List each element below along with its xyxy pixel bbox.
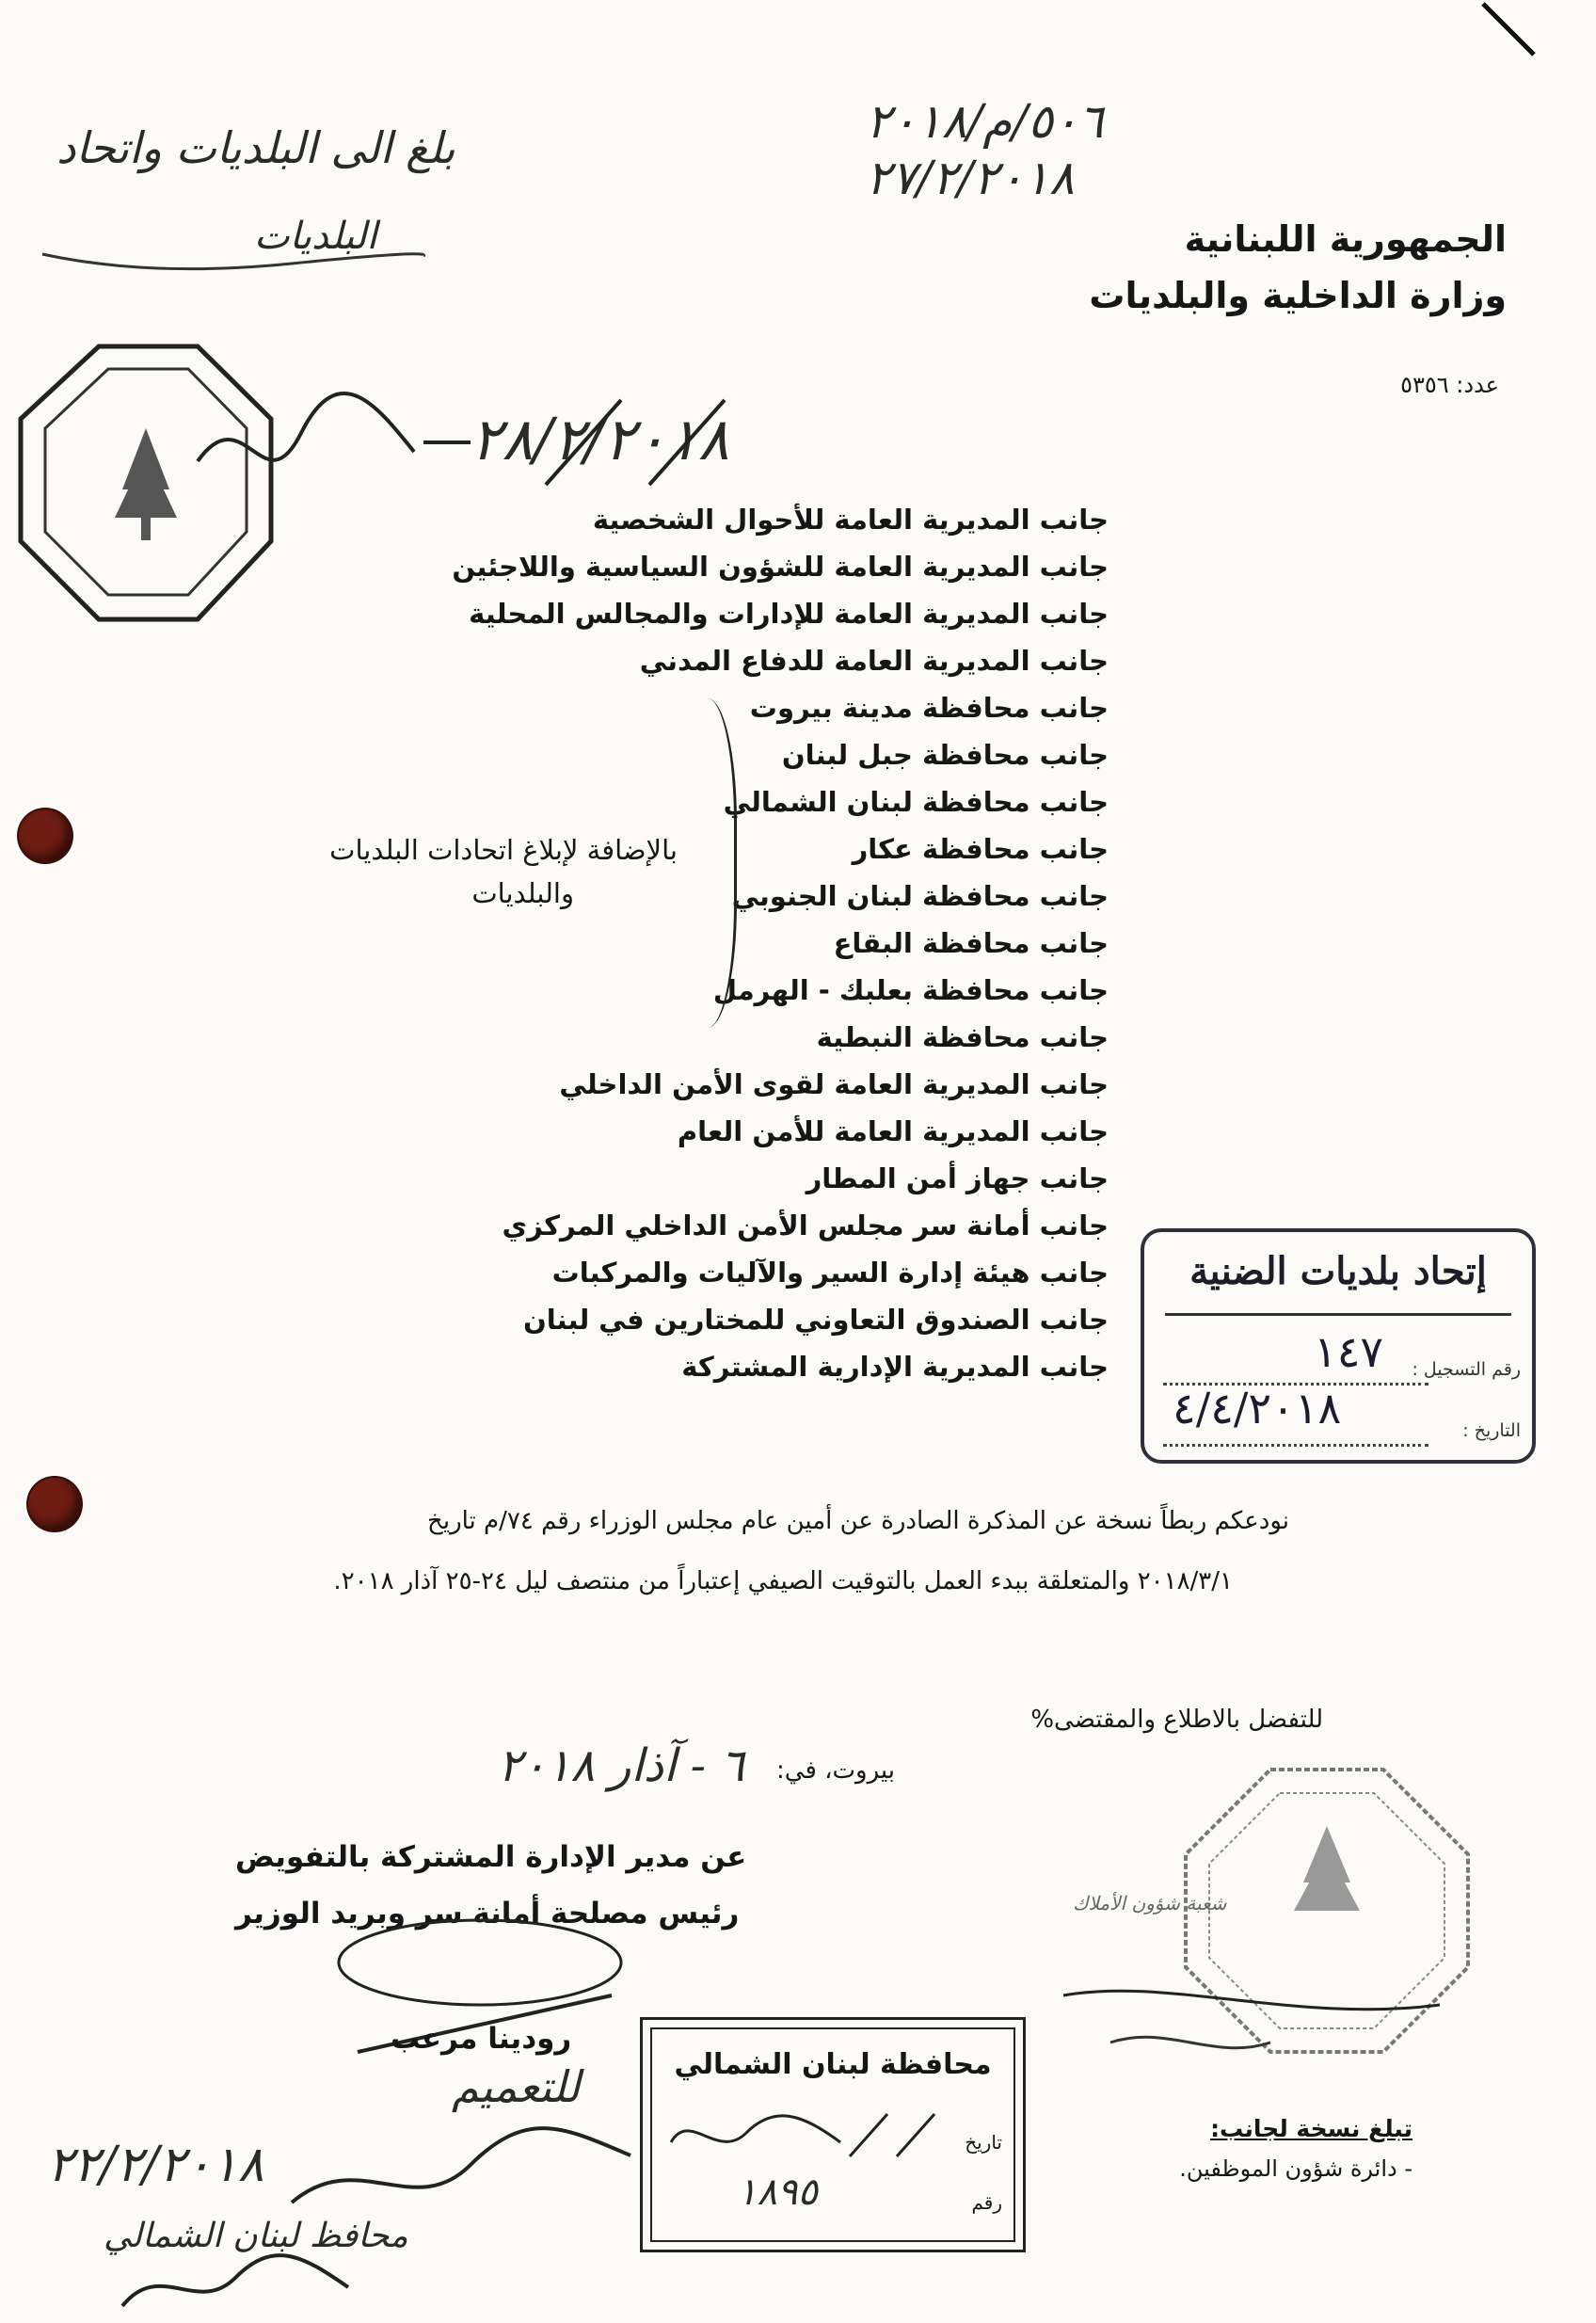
- document-number: عدد: ٥٣٥٦: [1400, 372, 1499, 398]
- recipients-list: [431, 496, 1109, 1390]
- union-stamp-divider: [1165, 1313, 1511, 1316]
- signer-name: رودينا مرعب: [391, 2022, 572, 2056]
- place-label: بيروت، في:: [776, 1756, 895, 1785]
- recipient-item: جانب محافظة جبل لبنان: [781, 739, 1109, 771]
- recipient-item: جانب المديرية الإدارية المشتركة: [681, 1351, 1109, 1383]
- recipient-item: جانب محافظة مدينة بيروت: [749, 692, 1109, 724]
- governorate-stamp-handwriting: [662, 2105, 944, 2171]
- union-stamp-reg-label: رقم التسجيل :: [1412, 1359, 1521, 1380]
- recipient-item: جانب المديرية العامة للأحوال الشخصية: [592, 504, 1109, 536]
- cc-title: تبلغ نسخة لجانب:: [1210, 2115, 1412, 2142]
- corner-pen-mark: [1477, 0, 1543, 66]
- recipient-item: جانب محافظة لبنان الشمالي: [723, 786, 1109, 818]
- recipient-item: جانب محافظة البقاع: [833, 927, 1109, 959]
- recipient-item: جانب محافظة بعلبك - الهرمل: [712, 974, 1109, 1006]
- union-stamp-date-label: التاريخ :: [1462, 1420, 1521, 1441]
- handwritten-date-1: ٥٠٦/م/٢٠١٨: [866, 94, 1104, 149]
- union-stamp-title: إتحاد بلديات الضنية: [1189, 1249, 1487, 1293]
- recipient-item: جانب محافظة لبنان الجنوبي: [731, 880, 1109, 912]
- governorate-stamp-date-label: تاريخ: [965, 2131, 1002, 2154]
- governorate-stamp-number-value: ١٨٩٥: [737, 2171, 818, 2214]
- recipient-item: جانب الصندوق التعاوني للمختارين في لبنان: [523, 1304, 1109, 1336]
- governorates-note-line2: والبلديات: [471, 877, 574, 909]
- signature-line-2: رئيس مصلحة أمانة سر وبريد الوزير: [235, 1897, 740, 1930]
- handwritten-bottom-date: ٢٢/٢/٢٠١٨: [47, 2137, 264, 2193]
- signature-line-1: عن مدير الإدارة المشتركة بالتفويض: [235, 1840, 747, 1874]
- recipient-item: جانب أمانة سر مجلس الأمن الداخلي المركزي: [502, 1210, 1109, 1242]
- recipient-item: جانب المديرية العامة للدفاع المدني: [639, 645, 1109, 677]
- union-stamp-date-value: ٤/٤/٢٠١٨: [1173, 1383, 1342, 1434]
- governor-handwritten-title: محافظ لبنان الشمالي: [104, 2217, 408, 2255]
- governor-signature: [113, 2250, 358, 2323]
- handwritten-circulate-note: للتعميم: [452, 2061, 581, 2112]
- cc-item: - دائرة شؤون الموظفين.: [1179, 2155, 1412, 2182]
- union-stamp-date-dots: [1163, 1444, 1428, 1447]
- handwritten-note-top: بلغ الى البلديات واتحاد: [56, 122, 455, 173]
- governorate-stamp-title: محافظة لبنان الشمالي: [674, 2048, 992, 2081]
- body-line-2: ٢٠١٨/٣/١ والمتعلقة ببدء العمل بالتوقيت الصيفي إعتباراً من منتصف ليل ٢٤-٢٥ آذار ٢٠١٨.: [333, 1567, 1233, 1595]
- seal-signature-stroke: [1054, 1967, 1449, 2071]
- recipient-item: جانب المديرية العامة لقوى الأمن الداخلي: [559, 1068, 1109, 1100]
- faded-seal-label: شعبة شؤون الأملاك: [1073, 1892, 1227, 1914]
- governorates-note: [235, 828, 678, 915]
- recipient-item: جانب المديرية العامة للإدارات والمجالس المحلية: [469, 598, 1109, 630]
- handwritten-underline: [38, 235, 433, 282]
- governorates-note-line1: بالإضافة لإبلاغ اتحادات البلديات: [329, 834, 678, 866]
- union-registration-stamp: [1141, 1228, 1536, 1464]
- recipient-item: جانب المديرية العامة للأمن العام: [677, 1115, 1109, 1147]
- recipient-item: جانب جهاز أمن المطار: [806, 1162, 1109, 1194]
- recipient-item: جانب محافظة النبطية: [816, 1021, 1109, 1053]
- handwritten-note-second: البلديات: [254, 215, 377, 258]
- recipient-item: جانب هيئة إدارة السير والآليات والمركبات: [551, 1257, 1109, 1289]
- punch-hole-bottom: [28, 1478, 81, 1530]
- governorate-stamp-number-label: رقم: [971, 2191, 1002, 2214]
- recipient-item: جانب محافظة عكار: [852, 833, 1109, 865]
- governorate-stamp: [640, 2017, 1026, 2252]
- ministry-title: وزارة الداخلية والبلديات: [1089, 275, 1507, 316]
- republic-title: الجمهورية اللبنانية: [1184, 218, 1507, 260]
- date-slash-marks: [489, 391, 743, 494]
- handwritten-issue-date: ٦ - آذار ٢٠١٨: [497, 1739, 744, 1792]
- closing-phrase: للتفضل بالاطلاع والمقتضى%: [1030, 1706, 1323, 1734]
- recipient-item: جانب المديرية العامة للشؤون السياسية واللاجئين: [452, 551, 1109, 583]
- union-stamp-reg-value: ١٤٧: [1314, 1326, 1384, 1377]
- bottom-signature: [282, 2108, 640, 2231]
- body-line-1: نودعكم ربطاً نسخة عن المذكرة الصادرة عن أمين عام مجلس الوزراء رقم ٧٤/م تاريخ: [427, 1507, 1289, 1535]
- punch-hole-top: [19, 809, 72, 862]
- handwritten-received-date: ٢٨/٢/٢٠١٨: [471, 405, 729, 473]
- handwritten-date-2: ٢٧/٢/٢٠١٨: [866, 151, 1075, 205]
